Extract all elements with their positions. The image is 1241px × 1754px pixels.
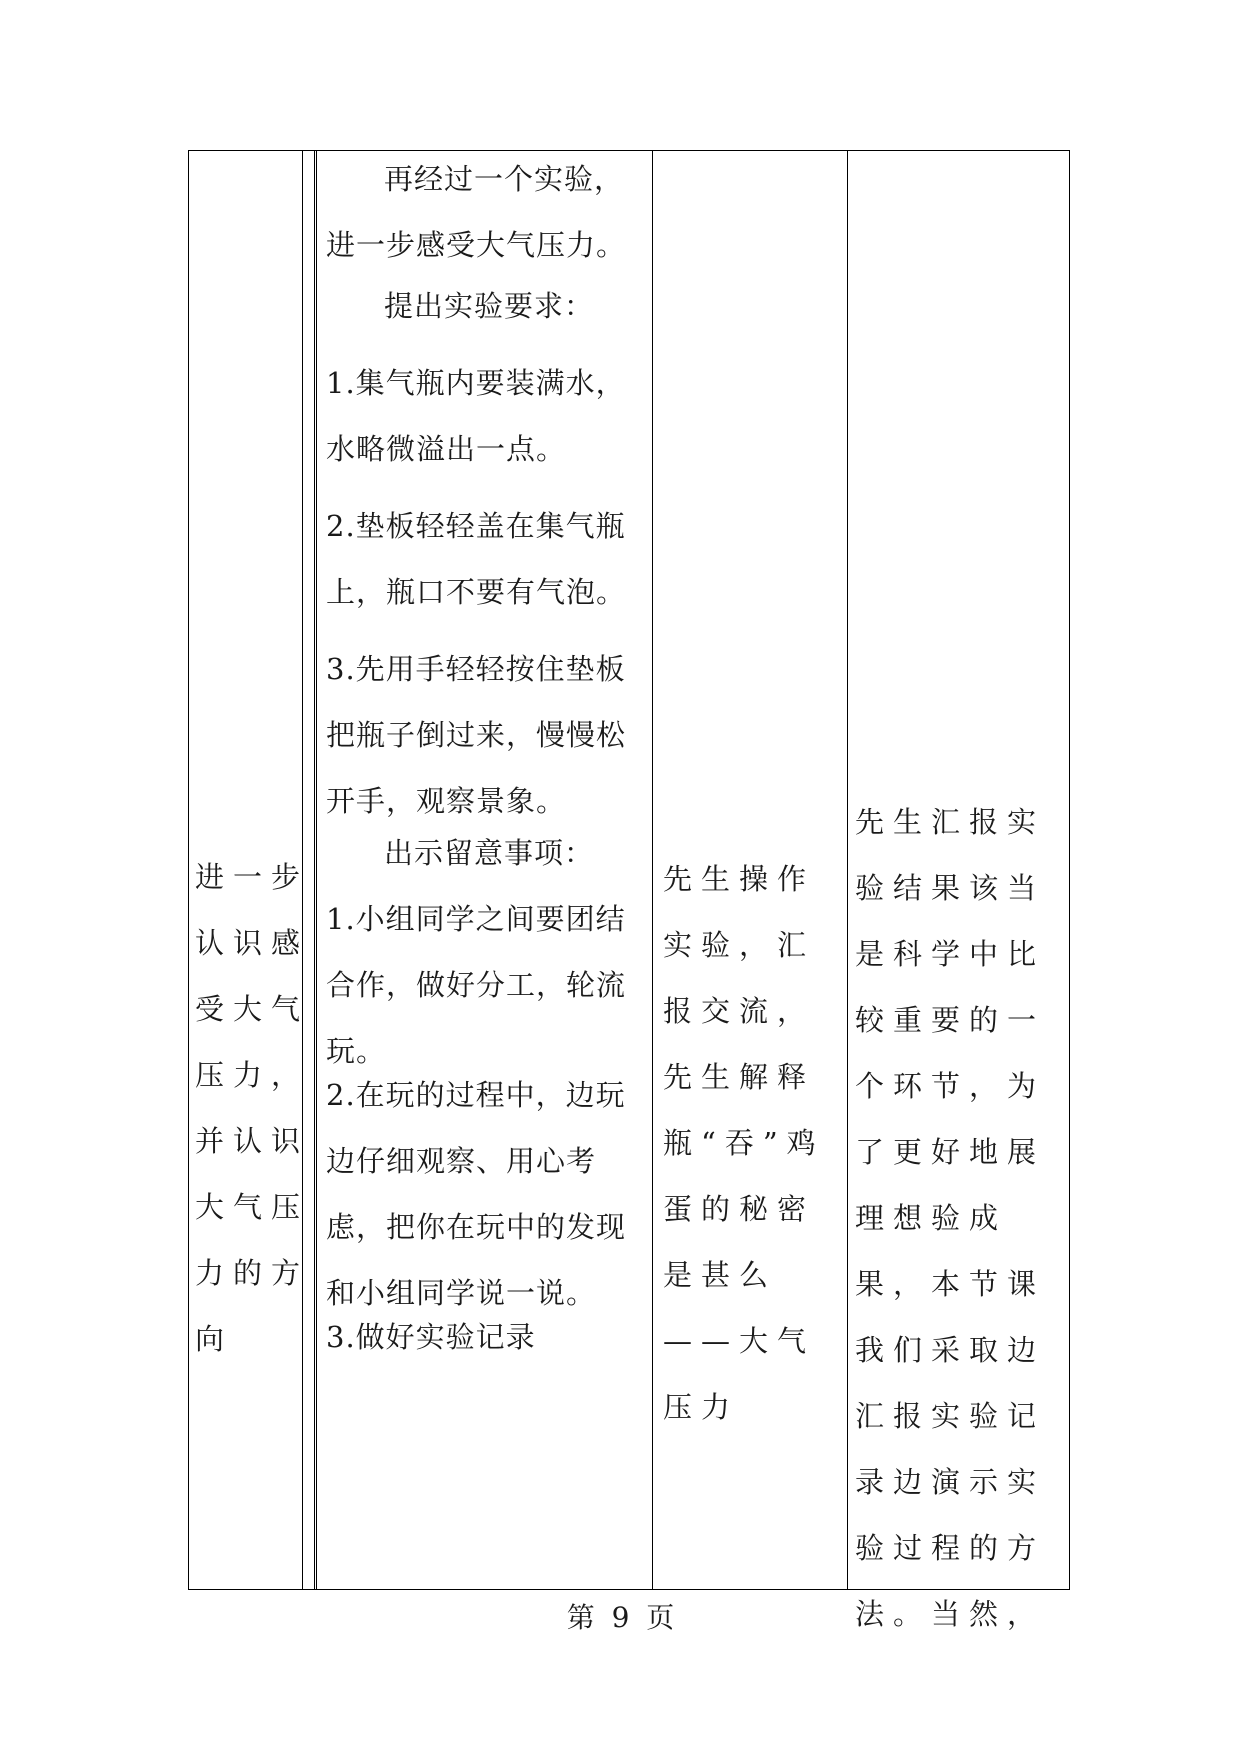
note-item-1: 1.小组同学之间要团结合作，做好分工，轮流玩。: [326, 902, 627, 1068]
design-intent-column: [855, 151, 1065, 1631]
column-divider-3: [652, 151, 653, 1589]
column-divider-4: [847, 151, 848, 1589]
note-item-2: 2.在玩的过程中，边玩边仔细观察、用心考虑，把你在玩中的发现和小组同学说一说。: [326, 1078, 627, 1310]
intro-paragraph: 再经过一个实验，进一步感受大气压力。: [326, 162, 627, 262]
column-divider-2: [314, 151, 317, 1589]
requirement-item-1: 1.集气瓶内要装满水，水略微溢出一点。: [326, 366, 626, 466]
page-number: 第 9 页: [566, 1601, 675, 1634]
goal-text: 进一步认识感受大气压力，并认识大气压力的方向: [195, 860, 310, 1356]
student-activity-column: [663, 151, 841, 1589]
requirement-item-2: 2.垫板轻轻盖在集气瓶上，瓶口不要有气泡。: [326, 509, 627, 609]
note-item-3: 3.做好实验记录: [326, 1320, 536, 1354]
requirements-title: 提出实验要求：: [384, 289, 595, 323]
notes-title: 出示留意事项：: [384, 836, 595, 870]
student-activity-text: 先生操作实验，汇报交流，先生解释瓶“吞”鸡蛋的秘密是甚么——大气压力: [663, 862, 825, 1424]
design-intent-text: 先生汇报实验结果该当是科学中比较重要的一个环节，为了更好地展理想验成果，本节课我们采取边汇报实验记录边演示实验过程的方法。当然，: [855, 805, 1046, 1631]
goal-column: [195, 151, 309, 1589]
requirement-item-3: 3.先用手轻轻按住垫板把瓶子倒过来，慢慢松开手，观察景象。: [326, 652, 627, 818]
teacher-activity-column: [326, 151, 648, 1589]
